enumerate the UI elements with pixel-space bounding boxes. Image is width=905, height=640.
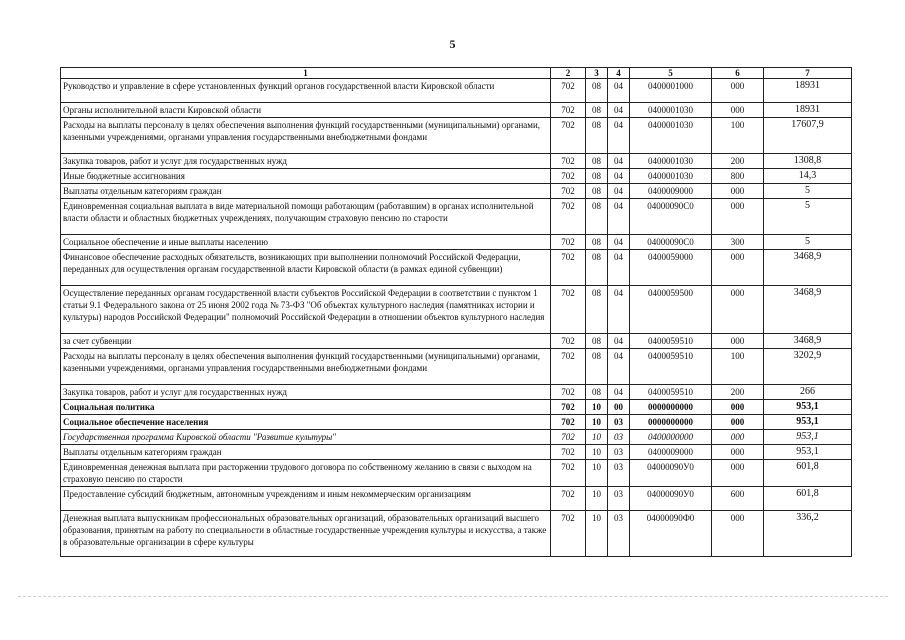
expense-type-cell: 200 <box>712 154 764 169</box>
subsection-cell: 04 <box>608 103 630 118</box>
table-row <box>61 430 852 445</box>
row-name-cell: Единовременная денежная выплата при расторжении трудового договора по собственному желанию в связи с выходом на страховую пенсию по старости <box>61 460 551 487</box>
admin-code-cell: 702 <box>551 286 586 334</box>
amount-cell: 5 <box>764 235 852 250</box>
subsection-cell: 04 <box>608 184 630 199</box>
col-header-5: 5 <box>630 68 712 79</box>
table-row <box>61 79 852 103</box>
target-article-cell: 0400059510 <box>630 334 712 349</box>
amount-cell: 5 <box>764 184 852 199</box>
admin-code-cell: 702 <box>551 334 586 349</box>
admin-code-cell: 702 <box>551 385 586 400</box>
admin-code-cell: 702 <box>551 460 586 487</box>
expense-type-cell: 000 <box>712 184 764 199</box>
subsection-cell: 03 <box>608 511 630 557</box>
table-row <box>61 103 852 118</box>
table-row <box>61 511 852 557</box>
subsection-cell: 04 <box>608 349 630 385</box>
amount-cell: 336,2 <box>764 511 852 557</box>
row-name-cell: Закупка товаров, работ и услуг для государственных нужд <box>61 154 551 169</box>
expense-type-cell: 000 <box>712 400 764 415</box>
table-row <box>61 169 852 184</box>
admin-code-cell: 702 <box>551 250 586 286</box>
section-cell: 08 <box>586 79 608 103</box>
expense-type-cell: 200 <box>712 385 764 400</box>
admin-code-cell: 702 <box>551 445 586 460</box>
target-article-cell: 0400059500 <box>630 286 712 334</box>
expense-type-cell: 000 <box>712 415 764 430</box>
row-name-cell: Денежная выплата выпускникам профессиональных образовательных организаций, образовательных организаций высшего образования, принятым на работу по специальности в областные государственные учреждения культуры и искусства, а также в образовательные организации в сфере культуры <box>61 511 551 557</box>
admin-code-cell: 702 <box>551 118 586 154</box>
expense-type-cell: 000 <box>712 79 764 103</box>
admin-code-cell: 702 <box>551 235 586 250</box>
row-name-cell: Органы исполнительной власти Кировской области <box>61 103 551 118</box>
expense-type-cell: 000 <box>712 250 764 286</box>
table-row <box>61 199 852 235</box>
amount-cell: 3468,9 <box>764 250 852 286</box>
amount-cell: 5 <box>764 199 852 235</box>
section-cell: 08 <box>586 385 608 400</box>
amount-cell: 3468,9 <box>764 286 852 334</box>
row-name-cell: Расходы на выплаты персоналу в целях обеспечения выполнения функций государственными (муниципальными) органами, казенными учреждениями, органами управления государственными внебюджетными фондами <box>61 118 551 154</box>
expense-type-cell: 000 <box>712 460 764 487</box>
section-cell: 08 <box>586 118 608 154</box>
expense-type-cell: 000 <box>712 445 764 460</box>
amount-cell: 601,8 <box>764 487 852 511</box>
table-body <box>61 68 852 557</box>
target-article-cell: 04000090Ф0 <box>630 511 712 557</box>
target-article-cell: 04000090С0 <box>630 235 712 250</box>
admin-code-cell: 702 <box>551 199 586 235</box>
expense-type-cell: 800 <box>712 169 764 184</box>
col-header-4: 4 <box>608 68 630 79</box>
amount-cell: 3468,9 <box>764 334 852 349</box>
row-name-cell: за счет субвенции <box>61 334 551 349</box>
table-row <box>61 385 852 400</box>
table-row <box>61 460 852 487</box>
scan-artifact <box>18 596 888 598</box>
subsection-cell: 03 <box>608 430 630 445</box>
admin-code-cell: 702 <box>551 400 586 415</box>
amount-cell: 953,1 <box>764 400 852 415</box>
target-article-cell: 0400001030 <box>630 154 712 169</box>
expense-type-cell: 000 <box>712 199 764 235</box>
amount-cell: 14,3 <box>764 169 852 184</box>
section-cell: 08 <box>586 103 608 118</box>
target-article-cell: 0400000000 <box>630 430 712 445</box>
subsection-cell: 04 <box>608 250 630 286</box>
col-header-1: 1 <box>61 68 551 79</box>
amount-cell: 266 <box>764 385 852 400</box>
section-cell: 10 <box>586 400 608 415</box>
amount-cell: 3202,9 <box>764 349 852 385</box>
section-cell: 08 <box>586 349 608 385</box>
col-header-3: 3 <box>586 68 608 79</box>
subsection-cell: 04 <box>608 118 630 154</box>
row-name-cell: Социальное обеспечение и иные выплаты населению <box>61 235 551 250</box>
section-cell: 10 <box>586 487 608 511</box>
col-header-6: 6 <box>712 68 764 79</box>
subsection-cell: 03 <box>608 445 630 460</box>
row-name-cell: Финансовое обеспечение расходных обязательств, возникающих при выполнении полномочий Российской Федерации, переданных для осуществления органам государственной власти Кировской области (в рамках единой субвенции) <box>61 250 551 286</box>
table-row <box>61 349 852 385</box>
table-row <box>61 400 852 415</box>
target-article-cell: 04000090С0 <box>630 199 712 235</box>
subsection-cell: 03 <box>608 487 630 511</box>
col-header-7: 7 <box>764 68 852 79</box>
section-cell: 10 <box>586 415 608 430</box>
subsection-cell: 03 <box>608 415 630 430</box>
subsection-cell: 00 <box>608 400 630 415</box>
section-cell: 08 <box>586 199 608 235</box>
subsection-cell: 04 <box>608 154 630 169</box>
section-cell: 08 <box>586 334 608 349</box>
target-article-cell: 0400001030 <box>630 118 712 154</box>
amount-cell: 601,8 <box>764 460 852 487</box>
row-name-cell: Руководство и управление в сфере установленных функций органов государственной власти Кировской области <box>61 79 551 103</box>
amount-cell: 1308,8 <box>764 154 852 169</box>
row-name-cell: Иные бюджетные ассигнования <box>61 169 551 184</box>
target-article-cell: 04000090У0 <box>630 487 712 511</box>
admin-code-cell: 702 <box>551 103 586 118</box>
table-row <box>61 118 852 154</box>
row-name-cell: Выплаты отдельным категориям граждан <box>61 184 551 199</box>
row-name-cell: Социальное обеспечение населения <box>61 415 551 430</box>
admin-code-cell: 702 <box>551 415 586 430</box>
subsection-cell: 04 <box>608 385 630 400</box>
header-row <box>61 68 852 79</box>
table-row <box>61 334 852 349</box>
admin-code-cell: 702 <box>551 511 586 557</box>
admin-code-cell: 702 <box>551 154 586 169</box>
row-name-cell: Закупка товаров, работ и услуг для государственных нужд <box>61 385 551 400</box>
target-article-cell: 0400009000 <box>630 445 712 460</box>
subsection-cell: 04 <box>608 79 630 103</box>
admin-code-cell: 702 <box>551 349 586 385</box>
row-name-cell: Осуществление переданных органам государственной власти субъектов Российской Федерации в соответствии с пунктом 1 статьи 9.1 Федерального закона от 25 июня 2002 года № 73-ФЗ "Об объектах культурного наследия (памятниках истории и культуры) народов Российской Федерации" полномочий Российской Федерации в отношении объектов культурного наследия <box>61 286 551 334</box>
expense-type-cell: 000 <box>712 430 764 445</box>
target-article-cell: 0400001030 <box>630 103 712 118</box>
table-row <box>61 154 852 169</box>
target-article-cell: 04000090У0 <box>630 460 712 487</box>
section-cell: 08 <box>586 154 608 169</box>
target-article-cell: 0400001030 <box>630 169 712 184</box>
amount-cell: 953,1 <box>764 445 852 460</box>
table-row <box>61 487 852 511</box>
target-article-cell: 0400001000 <box>630 79 712 103</box>
table-row <box>61 415 852 430</box>
section-cell: 08 <box>586 286 608 334</box>
section-cell: 10 <box>586 511 608 557</box>
subsection-cell: 04 <box>608 199 630 235</box>
expense-type-cell: 000 <box>712 286 764 334</box>
amount-cell: 18931 <box>764 103 852 118</box>
admin-code-cell: 702 <box>551 169 586 184</box>
section-cell: 08 <box>586 169 608 184</box>
admin-code-cell: 702 <box>551 79 586 103</box>
subsection-cell: 04 <box>608 286 630 334</box>
expense-type-cell: 000 <box>712 334 764 349</box>
section-cell: 08 <box>586 235 608 250</box>
expense-type-cell: 100 <box>712 349 764 385</box>
col-header-2: 2 <box>551 68 586 79</box>
target-article-cell: 0400059000 <box>630 250 712 286</box>
page-number: 5 <box>449 37 456 51</box>
target-article-cell: 0400009000 <box>630 184 712 199</box>
subsection-cell: 03 <box>608 460 630 487</box>
subsection-cell: 04 <box>608 334 630 349</box>
section-cell: 10 <box>586 445 608 460</box>
amount-cell: 953,1 <box>764 430 852 445</box>
target-article-cell: 0000000000 <box>630 415 712 430</box>
subsection-cell: 04 <box>608 169 630 184</box>
table-row <box>61 286 852 334</box>
row-name-cell: Социальная политика <box>61 400 551 415</box>
section-cell: 10 <box>586 460 608 487</box>
amount-cell: 17607,9 <box>764 118 852 154</box>
row-name-cell: Государственная программа Кировской области "Развитие культуры" <box>61 430 551 445</box>
budget-table <box>60 67 852 557</box>
admin-code-cell: 702 <box>551 184 586 199</box>
admin-code-cell: 702 <box>551 487 586 511</box>
section-cell: 10 <box>586 430 608 445</box>
target-article-cell: 0400059510 <box>630 385 712 400</box>
target-article-cell: 0000000000 <box>630 400 712 415</box>
table-row <box>61 445 852 460</box>
admin-code-cell: 702 <box>551 430 586 445</box>
row-name-cell: Расходы на выплаты персоналу в целях обеспечения выполнения функций государственными (муниципальными) органами, казенными учреждениями, органами управления государственными внебюджетными фондами <box>61 349 551 385</box>
row-name-cell: Единовременная социальная выплата в виде материальной помощи работающим (работавшим) в органах исполнительной власти области и областных бюджетных учреждениях, получающим страховую пенсию по старости <box>61 199 551 235</box>
row-name-cell: Выплаты отдельным категориям граждан <box>61 445 551 460</box>
expense-type-cell: 000 <box>712 103 764 118</box>
expense-type-cell: 600 <box>712 487 764 511</box>
expense-type-cell: 100 <box>712 118 764 154</box>
amount-cell: 18931 <box>764 79 852 103</box>
target-article-cell: 0400059510 <box>630 349 712 385</box>
subsection-cell: 04 <box>608 235 630 250</box>
section-cell: 08 <box>586 184 608 199</box>
amount-cell: 953,1 <box>764 415 852 430</box>
expense-type-cell: 300 <box>712 235 764 250</box>
table-row <box>61 250 852 286</box>
table-row <box>61 184 852 199</box>
expense-type-cell: 000 <box>712 511 764 557</box>
row-name-cell: Предоставление субсидий бюджетным, автономным учреждениям и иным некоммерческим организациям <box>61 487 551 511</box>
section-cell: 08 <box>586 250 608 286</box>
table-row <box>61 235 852 250</box>
